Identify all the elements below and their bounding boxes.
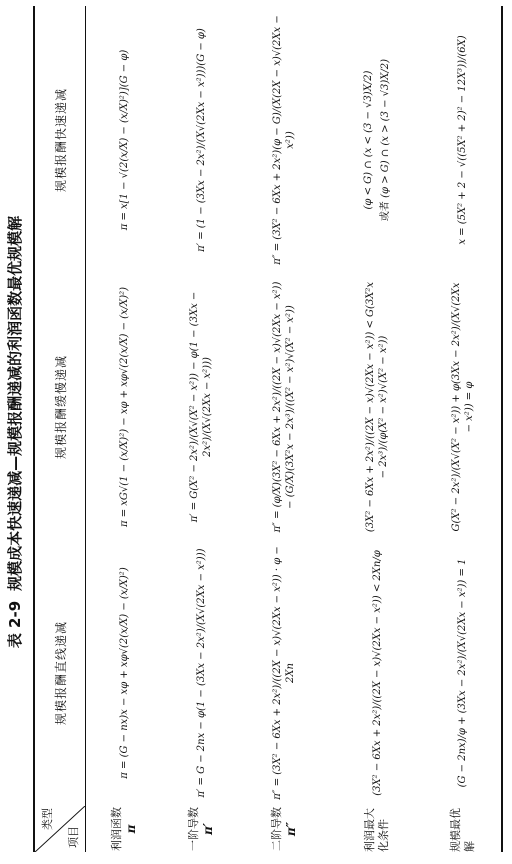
row-symbol: π — [124, 824, 138, 834]
cell-linear — [86, 540, 162, 806]
formula: π = x[1 − √(2(x/X) − (x/X)²)](G − φ) — [118, 49, 130, 231]
row-label-text: 利润函数 — [110, 807, 123, 851]
table-row-profit-function — [86, 6, 162, 852]
alt-formula: (φ > G) ∩ (x > (3 − √3)X/2) — [380, 58, 391, 198]
row-label — [328, 806, 426, 852]
cell-slow — [328, 274, 426, 540]
formula: π′ = (1 − (3Xx − 2x²)/(X√(2Xx − x²)))(G − φ) — [195, 28, 207, 252]
cell-fast — [86, 6, 162, 274]
table-number: 表 2-9 — [5, 600, 24, 649]
formula: (3X² − 6Xx + 2x²)/((2X − x)√(2Xx − x²)) < G(3X²x − 2x³)/(φ(X² − x²)√(X² − x²)) — [365, 281, 389, 533]
row-label — [240, 806, 328, 852]
cell-linear — [162, 540, 240, 806]
formula: π″ = (3X² − 6Xx + 2x²)/((2X − x)√(2Xx − x²)) · φ − 2Xn — [272, 546, 296, 800]
profit-table — [33, 6, 503, 852]
table-row-first-derivative — [162, 6, 240, 852]
cell-slow — [426, 274, 499, 540]
table-row-second-derivative — [240, 6, 328, 852]
table-row-optimal-solution — [426, 6, 499, 852]
formula: (G − 2nx)/φ + (3Xx − 2x²)/(X√(2Xx − x²)) = 1 — [457, 558, 468, 788]
row-label-text: 规模最优解 — [448, 808, 476, 852]
cell-fast — [426, 6, 499, 274]
formula: G(X² − 2x²)/(X√(X² − x²)) + φ(3Xx − 2x²)/(X√(2Xx − x²)) = φ — [450, 282, 475, 532]
cell-slow — [162, 274, 240, 540]
corner-item-label: 项目 — [67, 826, 80, 848]
cell-linear — [328, 540, 426, 806]
formula: x = (5X² + 2 − √((5X² + 2)² − 12X³))/(6X) — [457, 35, 468, 245]
cell-linear — [240, 540, 328, 806]
column-header-slow: 规模报酬缓慢递减 — [53, 355, 68, 460]
formula: (3X² − 6Xx + 2x²)/((2X − x)√(2Xx − x²)) < 2Xn/φ — [371, 550, 383, 796]
cell-fast — [162, 6, 240, 274]
table-caption — [0, 0, 28, 864]
formula: π″ = (φ/X)(3X² − 6Xx + 2x²)/((2X − x)√(2Xx − x²)) − (G/X)(3X²x − 2x³)/((X² − x²)√(X² − x²)) — [272, 281, 296, 533]
table-row-max-condition — [328, 6, 426, 852]
cell-slow — [240, 274, 328, 540]
corner-type-label: 类型 — [41, 808, 54, 830]
formula: (φ < G) ∩ (x < (3 − √3)X/2) — [363, 70, 374, 210]
row-symbol: π″ — [284, 821, 298, 837]
cell-slow — [86, 274, 162, 540]
formula: π″ = (3X² − 6Xx + 2x²)(φ − G)/(X(2X − x)√(2Xx − x²)) — [272, 15, 296, 265]
row-label-text: 利润最大化条件 — [363, 808, 390, 852]
formula: π = (G − nx)x − xφ + xφ√(2(x/X) − (x/X)²) — [118, 567, 130, 779]
row-label-text: 一阶导数 — [187, 807, 200, 851]
row-label-text: 二阶导数 — [270, 807, 283, 851]
row-symbol: π′ — [201, 823, 215, 835]
row-label — [426, 806, 499, 852]
column-header-fast: 规模报酬快速递减 — [53, 88, 68, 193]
row-label — [86, 806, 162, 852]
cell-linear — [426, 540, 499, 806]
alt-prefix: 或者 — [380, 201, 391, 222]
formula: π′ = G(X² − 2x²)/(X√(X² − x²)) − φ(1 − (3Xx − 2x²)/(X√(2Xx − x²))) — [189, 291, 213, 523]
row-label — [162, 806, 240, 852]
formula: π = xG√(1 − (x/X)²) − xφ + xφ√(2(x/X) − (x/X)²) — [118, 286, 130, 528]
table-title: 规模成本快速递减—规模报酬递减的利润函数最优规模解 — [5, 215, 24, 591]
cell-fast — [328, 6, 426, 274]
formula-alternative — [379, 59, 392, 221]
cell-fast — [240, 6, 328, 274]
corner-header — [35, 806, 85, 852]
column-header-linear: 规模报酬直线递减 — [53, 621, 68, 726]
formula: π′ = G − 2nx − φ(1 − (3Xx − 2x²)/(X√(2Xx − x²))) — [195, 548, 207, 798]
